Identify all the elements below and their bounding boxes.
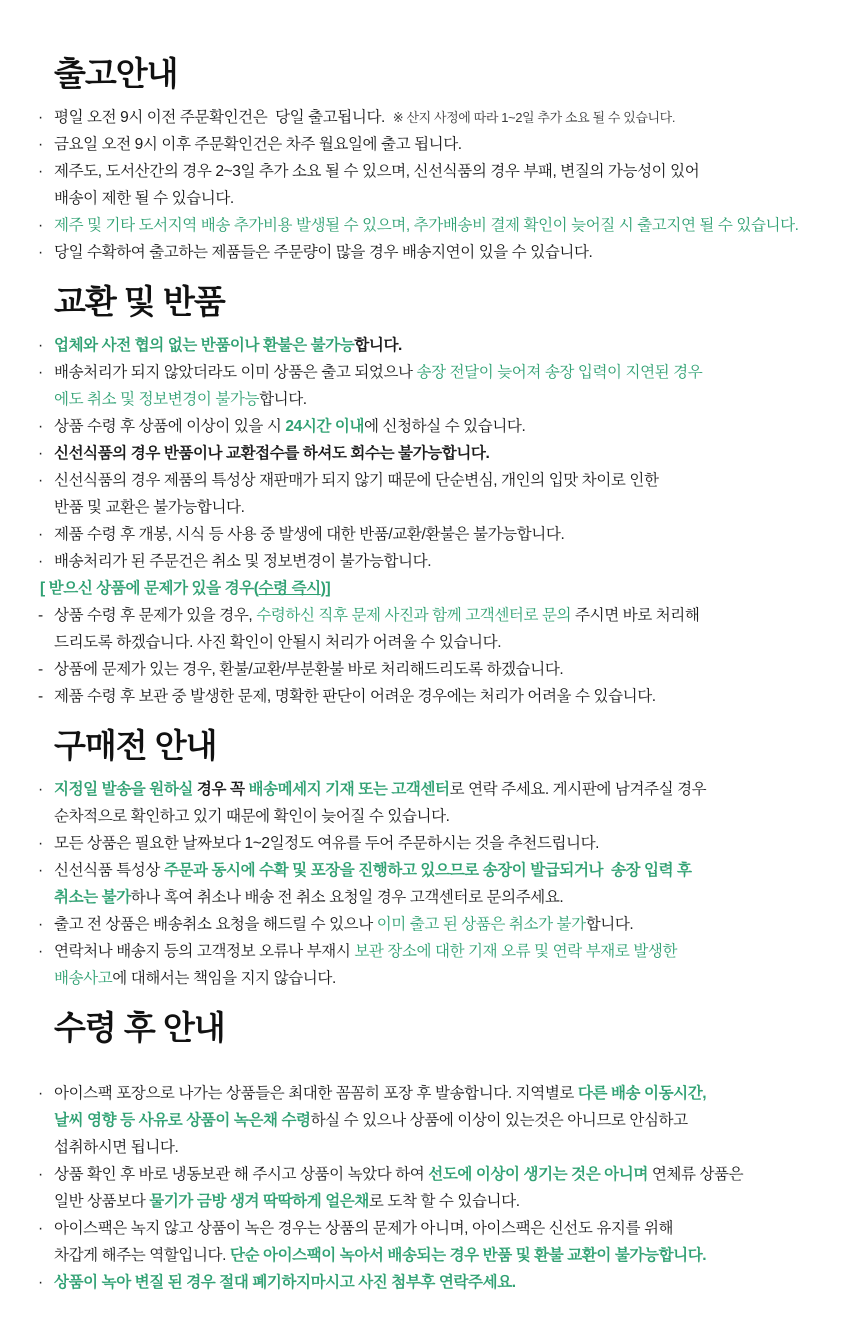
section-before-purchase: [36, 726, 848, 992]
notice-line: [36, 212, 848, 239]
notice-line: [36, 1269, 848, 1296]
text-segment: 주문과 동시에 수확 및 포장을 진행하고 있으므로 송장이 발급되거나 송장 입력 후: [163, 862, 692, 879]
text-segment: 드리도록 하겠습니다. 사진 확인이 안될시 처리가 어려울 수 있습니다.: [54, 634, 502, 651]
bullet-marker: -: [38, 607, 43, 624]
text-segment: 단순 아이스팩이 녹아서 배송되는 경우 반품 및 환불 교환이 불가능합니다.: [229, 1247, 707, 1264]
section-title-after-receipt: 수령 후 안내: [54, 1009, 225, 1046]
text-segment: 제주도, 도서산간의 경우 2~3일 추가 소요 될 수 있으며, 신선식품의 경우 부패, 변질의 가능성이 있어: [54, 163, 700, 180]
text-segment: 에도 취소 및 정보변경이 불가능: [54, 391, 260, 408]
bullet-marker: ·: [38, 418, 43, 435]
text-segment: 이미 출고 된 상품은 취소가 불가: [376, 916, 586, 933]
text-segment: 제주 및 기타 도서지역 배송 추가비용 발생될 수 있으며, 추가배송비 결제 확인이 늦어질 시 출고지연 될 수 있습니다.: [54, 217, 799, 234]
text-segment: 평일 오전 9시 이전 주문확인건은 당일 출고됩니다.: [54, 109, 393, 126]
notice-line: [36, 602, 848, 629]
text-segment: 물기가 금방 생겨 딱딱하게 얼은채: [149, 1193, 369, 1210]
bullet-marker: ·: [38, 1220, 43, 1237]
text-segment: 지정일 발송을 원하실: [54, 781, 197, 798]
text-segment: 출고 전 상품은 배송취소 요청을 해드릴 수 있으나: [54, 916, 377, 933]
bullet-marker: ·: [38, 337, 43, 354]
bullet-marker: ·: [38, 109, 43, 126]
text-segment: 금요일 오전 9시 이후 주문확인건은 차주 월요일에 출고 됩니다.: [54, 136, 462, 153]
bullet-marker: ·: [38, 943, 43, 960]
bullet-marker: ·: [38, 244, 43, 261]
text-segment: 상품 수령 후 상품에 이상이 있을 시: [54, 418, 286, 435]
text-segment: 다른 배송 이동시간,: [577, 1085, 707, 1102]
before-purchase-lines: [36, 776, 848, 992]
notice-line: [36, 1242, 848, 1269]
text-segment: 송장 전달이 늦어져 송장 입력이 지연된 경우: [416, 364, 703, 381]
notice-line: [36, 1188, 848, 1215]
notice-line: [36, 830, 848, 857]
notice-line: [36, 386, 848, 413]
text-segment: 합니다.: [354, 337, 402, 354]
text-segment: 차갑게 해주는 역할입니다.: [54, 1247, 230, 1264]
notice-line: [36, 911, 848, 938]
notice-line: [36, 440, 848, 467]
text-segment: ※ 산지 사정에 따라 1~2일 추가 소요 될 수 있습니다.: [392, 110, 676, 125]
notice-line: [36, 938, 848, 965]
notice-line: [36, 884, 848, 911]
text-segment: 배송처리가 된 주문건은 취소 및 정보변경이 불가능합니다.: [54, 553, 432, 570]
text-segment: 수령 즉시: [258, 580, 321, 597]
bullet-marker: ·: [38, 916, 43, 933]
text-segment: 경우 꼭: [196, 781, 249, 798]
section-title-shipping: 출고안내: [54, 55, 178, 92]
text-segment: 상품에 문제가 있는 경우, 환불/교환/부분환불 바로 처리해드리도록 하겠습니다.: [54, 661, 564, 678]
bullet-marker: ·: [38, 163, 43, 180]
text-segment: 상품이 녹아 변질 된 경우 절대 폐기하지마시고 사진 첨부후 연락주세요.: [54, 1274, 516, 1291]
notice-line: [36, 857, 848, 884]
bullet-marker: ·: [38, 553, 43, 570]
notice-line: [36, 1080, 848, 1107]
text-segment: 배송이 제한 될 수 있습니다.: [54, 190, 234, 207]
notice-line: [36, 1215, 848, 1242]
notice-line: [36, 239, 848, 266]
text-segment: )]: [320, 580, 331, 597]
notice-line: [36, 494, 848, 521]
bullet-marker: -: [38, 688, 43, 705]
bullet-marker: ·: [38, 526, 43, 543]
bullet-marker: ·: [38, 781, 43, 798]
section-title-exchange-return: 교환 및 반품: [54, 283, 225, 320]
text-segment: 연락처나 배송지 등의 고객정보 오류나 부재시: [54, 943, 355, 960]
text-segment: 배송사고: [54, 970, 113, 987]
notice-line: [36, 413, 848, 440]
notice-line: [36, 683, 848, 710]
bullet-marker: ·: [38, 472, 43, 489]
text-segment: 순차적으로 확인하고 있기 때문에 확인이 늦어질 수 있습니다.: [54, 808, 450, 825]
notice-line: [36, 575, 848, 602]
text-segment: 배송메세지 기재 또는 고객센터: [248, 781, 450, 798]
text-segment: 합니다.: [585, 916, 634, 933]
text-segment: 배송처리가 되지 않았더라도 이미 상품은 출고 되었으나: [54, 364, 417, 381]
text-segment: 에 신청하실 수 있습니다.: [364, 418, 526, 435]
text-segment: 선도에 이상이 생기는 것은 아니며: [428, 1166, 648, 1183]
notice-document: [36, 54, 848, 1296]
bullet-marker: ·: [38, 835, 43, 852]
bullet-marker: ·: [38, 445, 43, 462]
notice-line: [36, 656, 848, 683]
section-title-before-purchase: 구매전 안내: [54, 727, 217, 764]
text-segment: 로 연락 주세요. 게시판에 남겨주실 경우: [449, 781, 707, 798]
text-segment: 주시면 바로 처리해: [571, 607, 700, 624]
text-segment: [ 받으신 상품에 문제가 있을 경우(: [40, 580, 259, 597]
notice-line: [36, 521, 848, 548]
text-segment: 신선식품 특성상: [54, 862, 164, 879]
text-segment: 제품 수령 후 개봉, 시식 등 사용 중 발생에 대한 반품/교환/환불은 불가능합니다.: [54, 526, 565, 543]
text-segment: 일반 상품보다: [54, 1193, 150, 1210]
notice-line: [36, 104, 848, 131]
notice-line: [36, 803, 848, 830]
text-segment: 아이스팩은 녹지 않고 상품이 녹은 경우는 상품의 문제가 아니며, 아이스팩은 신선도 유지를 위해: [54, 1220, 674, 1237]
text-segment: 수령하신 직후 문제 사진과 함께 고객센터로 문의: [256, 607, 572, 624]
bullet-marker: ·: [38, 862, 43, 879]
notice-line: [36, 158, 848, 185]
notice-line: [36, 629, 848, 656]
section-shipping-notice: [36, 54, 848, 266]
text-segment: 상품 확인 후 바로 냉동보관 해 주시고 상품이 녹았다 하여: [54, 1166, 429, 1183]
section-exchange-return: [36, 282, 848, 710]
after-receipt-lines: [36, 1080, 848, 1296]
text-segment: 상품 수령 후 문제가 있을 경우,: [54, 607, 257, 624]
section-after-receipt: [36, 1008, 848, 1296]
text-segment: 연체류 상품은: [647, 1166, 744, 1183]
bullet-marker: ·: [38, 136, 43, 153]
text-segment: 업체와 사전 협의 없는 반품이나 환불은 불가능: [54, 337, 355, 354]
text-segment: 아이스팩 포장으로 나가는 상품들은 최대한 꼼꼼히 포장 후 발송합니다. 지역별로: [54, 1085, 578, 1102]
text-segment: 로 도착 할 수 있습니다.: [368, 1193, 520, 1210]
text-segment: 반품 및 교환은 불가능합니다.: [54, 499, 245, 516]
bullet-marker: -: [38, 661, 43, 678]
notice-line: [36, 776, 848, 803]
text-segment: 섭취하시면 됩니다.: [54, 1139, 179, 1156]
text-segment: 신선식품의 경우 제품의 특성상 재판매가 되지 않기 때문에 단순변심, 개인의 입맛 차이로 인한: [54, 472, 659, 489]
notice-line: [36, 1134, 848, 1161]
text-segment: 에 대해서는 책임을 지지 않습니다.: [112, 970, 336, 987]
text-segment: 취소는 불가: [54, 889, 131, 906]
text-segment: 제품 수령 후 보관 중 발생한 문제, 명확한 판단이 어려운 경우에는 처리가 어려울 수 있습니다.: [54, 688, 656, 705]
notice-line: [36, 467, 848, 494]
text-segment: 보관 장소에 대한 기재 오류 및 연락 부재로 발생한: [354, 943, 678, 960]
bullet-marker: ·: [38, 364, 43, 381]
notice-line: [36, 359, 848, 386]
notice-line: [36, 131, 848, 158]
notice-line: [36, 185, 848, 212]
exchange-return-lines: [36, 332, 848, 710]
text-segment: 24시간 이내: [285, 418, 365, 435]
bullet-marker: ·: [38, 1274, 43, 1291]
text-segment: 합니다.: [259, 391, 307, 408]
text-segment: 하나 혹여 취소나 배송 전 취소 요청일 경우 고객센터로 문의주세요.: [130, 889, 564, 906]
bullet-marker: ·: [38, 1085, 43, 1102]
notice-line: [36, 1161, 848, 1188]
text-segment: 날씨 영향 등 사유로 상품이 녹은채 수령: [54, 1112, 311, 1129]
text-segment: 당일 수확하여 출고하는 제품들은 주문량이 많을 경우 배송지연이 있을 수 있습니다.: [54, 244, 593, 261]
text-segment: 신선식품의 경우 반품이나 교환접수를 하셔도 회수는 불가능합니다.: [54, 445, 490, 462]
text-segment: 하실 수 있으나 상품에 이상이 있는것은 아니므로 안심하고: [310, 1112, 688, 1129]
notice-line: [36, 548, 848, 575]
bullet-marker: ·: [38, 217, 43, 234]
text-segment: 모든 상품은 필요한 날짜보다 1~2일정도 여유를 두어 주문하시는 것을 추천드립니다.: [54, 835, 600, 852]
bullet-marker: ·: [38, 1166, 43, 1183]
notice-line: [36, 1107, 848, 1134]
shipping-notice-lines: [36, 104, 848, 266]
notice-line: [36, 332, 848, 359]
notice-line: [36, 965, 848, 992]
